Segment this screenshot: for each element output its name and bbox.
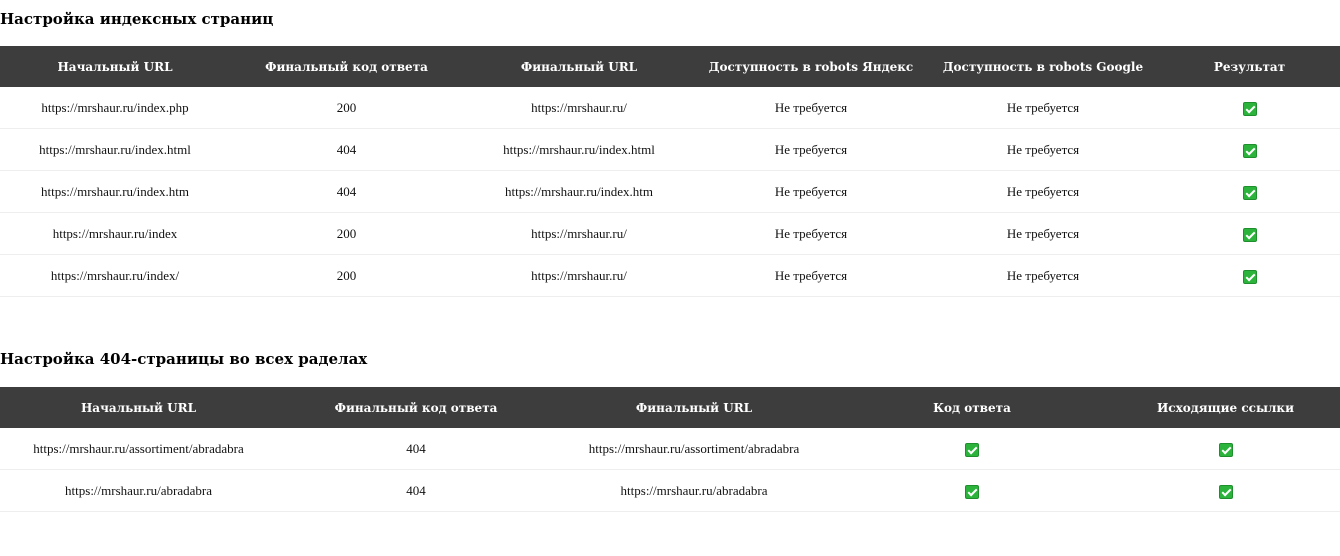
cell-final-code: 404 xyxy=(277,470,555,512)
cell-robots-google: Не требуется xyxy=(927,171,1159,213)
check-icon xyxy=(1243,186,1257,200)
cell-start-url: https://mrshaur.ru/index xyxy=(0,213,230,255)
check-icon xyxy=(1243,144,1257,158)
cell-result xyxy=(1159,255,1340,297)
index-pages-table xyxy=(0,46,1340,297)
check-icon xyxy=(1219,485,1233,499)
check-icon xyxy=(1243,228,1257,242)
cell-response-code xyxy=(833,470,1111,512)
table-row xyxy=(0,470,1340,512)
index-section-title: Настройка индексных страниц xyxy=(0,10,274,28)
header-start-url: Начальный URL xyxy=(57,59,173,74)
header-start-url: Начальный URL xyxy=(80,400,197,415)
table-row xyxy=(0,87,1340,129)
cell-final-code: 404 xyxy=(230,171,463,213)
cell-final-url: https://mrshaur.ru/assortiment/abradabra xyxy=(555,428,833,470)
cell-final-code: 200 xyxy=(230,87,463,129)
table-header-row xyxy=(0,387,1340,428)
cell-result xyxy=(1159,129,1340,171)
check-icon xyxy=(1243,270,1257,284)
table-row xyxy=(0,213,1340,255)
cell-start-url: https://mrshaur.ru/index.html xyxy=(0,129,230,171)
cell-final-code: 200 xyxy=(230,255,463,297)
cell-final-url: https://mrshaur.ru/index.htm xyxy=(463,171,695,213)
header-final-code: Финальный код ответа xyxy=(334,400,498,415)
table-row xyxy=(0,129,1340,171)
notfound-pages-table xyxy=(0,387,1340,512)
cell-robots-google: Не требуется xyxy=(927,87,1159,129)
cell-response-code xyxy=(833,428,1111,470)
cell-final-url: https://mrshaur.ru/ xyxy=(463,213,695,255)
cell-start-url: https://mrshaur.ru/assortiment/abradabra xyxy=(0,428,277,470)
notfound-section-title: Настройка 404-страницы во всех раделах xyxy=(0,350,368,368)
cell-robots-yandex: Не требуется xyxy=(695,129,927,171)
header-final-code: Финальный код ответа xyxy=(265,59,428,74)
check-icon xyxy=(1243,102,1257,116)
cell-final-url: https://mrshaur.ru/ xyxy=(463,87,695,129)
cell-outgoing-links xyxy=(1111,470,1340,512)
cell-robots-google: Не требуется xyxy=(927,255,1159,297)
cell-robots-yandex: Не требуется xyxy=(695,213,927,255)
cell-final-code: 404 xyxy=(230,129,463,171)
table-row xyxy=(0,428,1340,470)
cell-result xyxy=(1159,213,1340,255)
cell-robots-google: Не требуется xyxy=(927,213,1159,255)
cell-robots-yandex: Не требуется xyxy=(695,87,927,129)
check-icon xyxy=(965,443,979,457)
cell-robots-yandex: Не требуется xyxy=(695,171,927,213)
header-final-url: Финальный URL xyxy=(635,400,753,415)
cell-outgoing-links xyxy=(1111,428,1340,470)
header-robots-yandex: Доступность в robots Яндекс xyxy=(708,59,914,74)
check-icon xyxy=(965,485,979,499)
check-icon xyxy=(1219,443,1233,457)
header-robots-google: Доступность в robots Google xyxy=(942,59,1144,74)
cell-start-url: https://mrshaur.ru/index/ xyxy=(0,255,230,297)
header-final-url: Финальный URL xyxy=(520,59,638,74)
header-response-code: Код ответа xyxy=(933,400,1011,415)
cell-robots-yandex: Не требуется xyxy=(695,255,927,297)
cell-final-code: 200 xyxy=(230,213,463,255)
table-row xyxy=(0,255,1340,297)
cell-result xyxy=(1159,171,1340,213)
cell-start-url: https://mrshaur.ru/abradabra xyxy=(0,470,277,512)
table-row xyxy=(0,171,1340,213)
header-result: Результат xyxy=(1213,59,1286,74)
cell-start-url: https://mrshaur.ru/index.php xyxy=(0,87,230,129)
cell-result xyxy=(1159,87,1340,129)
cell-final-url: https://mrshaur.ru/abradabra xyxy=(555,470,833,512)
table-header-row xyxy=(0,46,1340,87)
cell-final-url: https://mrshaur.ru/index.html xyxy=(463,129,695,171)
cell-start-url: https://mrshaur.ru/index.htm xyxy=(0,171,230,213)
cell-final-url: https://mrshaur.ru/ xyxy=(463,255,695,297)
header-outgoing-links: Исходящие ссылки xyxy=(1156,400,1295,415)
cell-robots-google: Не требуется xyxy=(927,129,1159,171)
cell-final-code: 404 xyxy=(277,428,555,470)
